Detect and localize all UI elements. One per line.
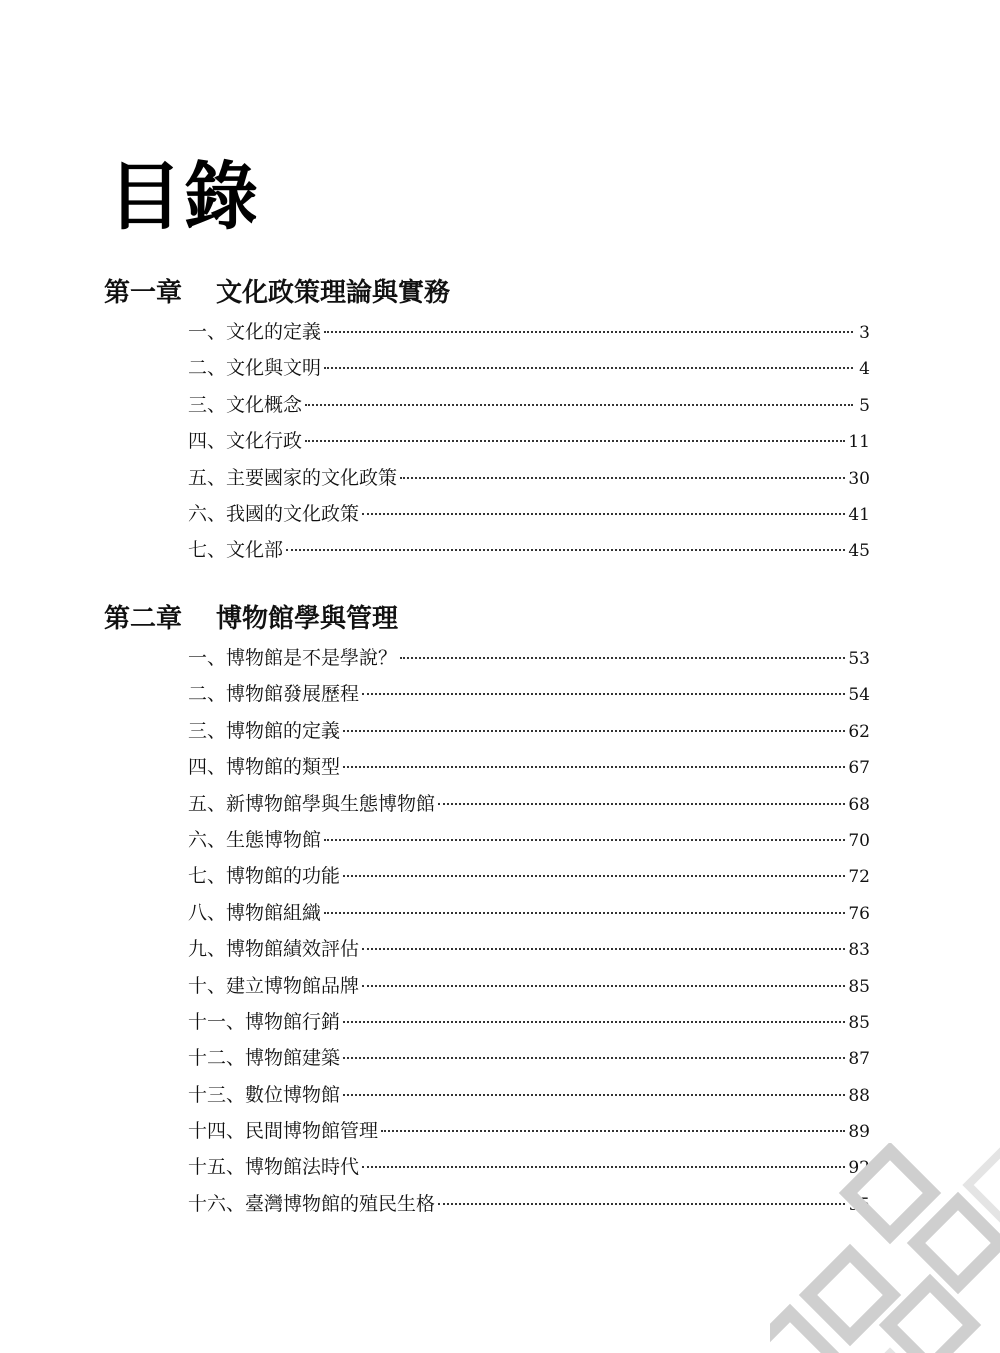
toc-entry[interactable] — [104, 1149, 870, 1185]
toc-entry[interactable] — [104, 350, 870, 386]
toc-entry[interactable] — [104, 1113, 870, 1149]
toc-entry-title: 五、新博物館學與生態博物館 — [188, 792, 436, 815]
toc-entry[interactable] — [104, 931, 870, 967]
toc-entry-page: 92 — [848, 1158, 870, 1179]
toc-entry-title: 十五、博物館法時代 — [188, 1156, 360, 1179]
chapter-number: 第一章 — [104, 278, 183, 308]
dot-leader — [286, 549, 845, 551]
toc-entry-page: 83 — [848, 940, 870, 961]
toc-entry[interactable] — [104, 532, 870, 568]
page-title: 目錄 — [108, 154, 260, 240]
toc-entry[interactable] — [104, 786, 870, 822]
chapter-number: 第二章 — [104, 604, 183, 634]
toc-entry-title: 六、我國的文化政策 — [188, 502, 360, 525]
toc-entry-page: 54 — [848, 685, 870, 706]
toc-entry-title: 十三、數位博物館 — [188, 1083, 341, 1106]
toc-entry[interactable] — [104, 858, 870, 894]
dot-leader — [343, 766, 845, 768]
toc-entry-page: 62 — [848, 721, 870, 742]
toc-entry[interactable] — [104, 387, 870, 423]
toc-entry-title: 五、主要國家的文化政策 — [188, 466, 398, 489]
toc-entry-page: 85 — [848, 1012, 870, 1033]
dot-leader — [400, 657, 845, 659]
toc-entry-title: 二、博物館發展歷程 — [188, 683, 360, 706]
toc-entry[interactable] — [104, 1186, 870, 1222]
dot-leader — [343, 730, 845, 732]
toc-entry-page: 67 — [848, 758, 870, 779]
dot-leader — [343, 875, 845, 877]
toc-entry-title: 十四、民間博物館管理 — [188, 1120, 379, 1143]
toc-entry-title: 一、博物館是不是學說？ — [188, 647, 398, 669]
toc-entry-page: 72 — [848, 867, 870, 888]
dot-leader — [362, 985, 845, 987]
toc-entry-title: 八、博物館組織 — [188, 901, 322, 924]
toc-entry-title: 四、文化行政 — [188, 430, 303, 453]
toc-entry-title: 七、博物館的功能 — [188, 865, 341, 888]
dot-leader — [324, 912, 845, 914]
toc-entry[interactable] — [104, 460, 870, 496]
toc-entry-page: 70 — [848, 830, 870, 851]
toc-entry[interactable] — [104, 822, 870, 858]
chapter-heading — [104, 276, 870, 310]
toc-entry[interactable] — [104, 1004, 870, 1040]
toc-entry[interactable] — [104, 895, 870, 931]
toc-entry-page: 95 — [848, 1194, 870, 1215]
dot-leader — [324, 839, 845, 841]
toc-entry[interactable] — [104, 496, 870, 532]
dot-leader — [343, 1021, 845, 1023]
toc-entry-page: 53 — [848, 649, 870, 669]
toc-entry-title: 一、文化的定義 — [188, 321, 322, 343]
chapter-title: 文化政策理論與實務 — [216, 278, 451, 308]
dot-leader — [400, 477, 845, 479]
toc-entry-title: 六、生態博物館 — [188, 828, 322, 851]
toc-entry-page: 11 — [848, 432, 870, 453]
toc-entry[interactable] — [104, 713, 870, 749]
toc-entry-title: 九、博物館績效評估 — [188, 938, 360, 961]
toc-entry-page: 41 — [848, 504, 870, 525]
toc-entry[interactable] — [104, 1040, 870, 1076]
dot-leader — [362, 693, 845, 695]
toc-entry-title: 七、文化部 — [188, 539, 284, 562]
dot-leader — [324, 331, 853, 333]
toc-entry-page: 89 — [848, 1122, 870, 1143]
chapter-title: 博物館學與管理 — [216, 604, 399, 634]
toc-entry[interactable] — [104, 423, 870, 459]
dot-leader — [362, 948, 845, 950]
toc-entry-title: 二、文化與文明 — [188, 357, 322, 380]
chapter-2 — [104, 602, 870, 1222]
toc-entry-title: 十一、博物館行銷 — [188, 1010, 341, 1033]
toc-entry-title: 三、博物館的定義 — [188, 719, 341, 742]
chapter-heading — [104, 602, 870, 636]
toc-entry-page: 3 — [859, 323, 870, 343]
dot-leader — [343, 1057, 845, 1059]
dot-leader — [381, 1130, 845, 1132]
toc-entry-title: 十、建立博物館品牌 — [188, 974, 360, 997]
chapter-1 — [104, 276, 870, 569]
dot-leader — [305, 404, 853, 406]
toc-entry-page: 76 — [848, 903, 870, 924]
toc-entry-page: 68 — [848, 794, 870, 815]
toc-entry-title: 四、博物館的類型 — [188, 756, 341, 779]
dot-leader — [305, 440, 845, 442]
toc-entry-title: 十二、博物館建築 — [188, 1047, 341, 1070]
toc-entry-page: 4 — [859, 359, 870, 380]
toc-entry[interactable] — [104, 968, 870, 1004]
dot-leader — [343, 1094, 845, 1096]
toc-entry[interactable] — [104, 676, 870, 712]
toc-entry-title: 十六、臺灣博物館的殖民生格 — [188, 1192, 436, 1215]
toc-entry-page: 88 — [848, 1085, 870, 1106]
toc-entry-page: 87 — [848, 1049, 870, 1070]
dot-leader — [438, 803, 845, 805]
toc-entry[interactable] — [104, 314, 870, 350]
toc-entry-page: 30 — [848, 468, 870, 489]
diamond-pattern-icon — [770, 1143, 1000, 1353]
toc-entry-page: 45 — [848, 541, 870, 562]
dot-leader — [362, 513, 845, 515]
toc-entry-page: 85 — [848, 976, 870, 997]
toc-entry-title: 三、文化概念 — [188, 393, 303, 416]
toc-entry-list — [104, 640, 870, 1222]
toc-entry[interactable] — [104, 1077, 870, 1113]
toc-entry-page: 5 — [859, 395, 870, 416]
dot-leader — [324, 367, 853, 369]
toc-entry-list — [104, 314, 870, 569]
toc-entry[interactable] — [104, 640, 870, 676]
toc-entry[interactable] — [104, 749, 870, 785]
